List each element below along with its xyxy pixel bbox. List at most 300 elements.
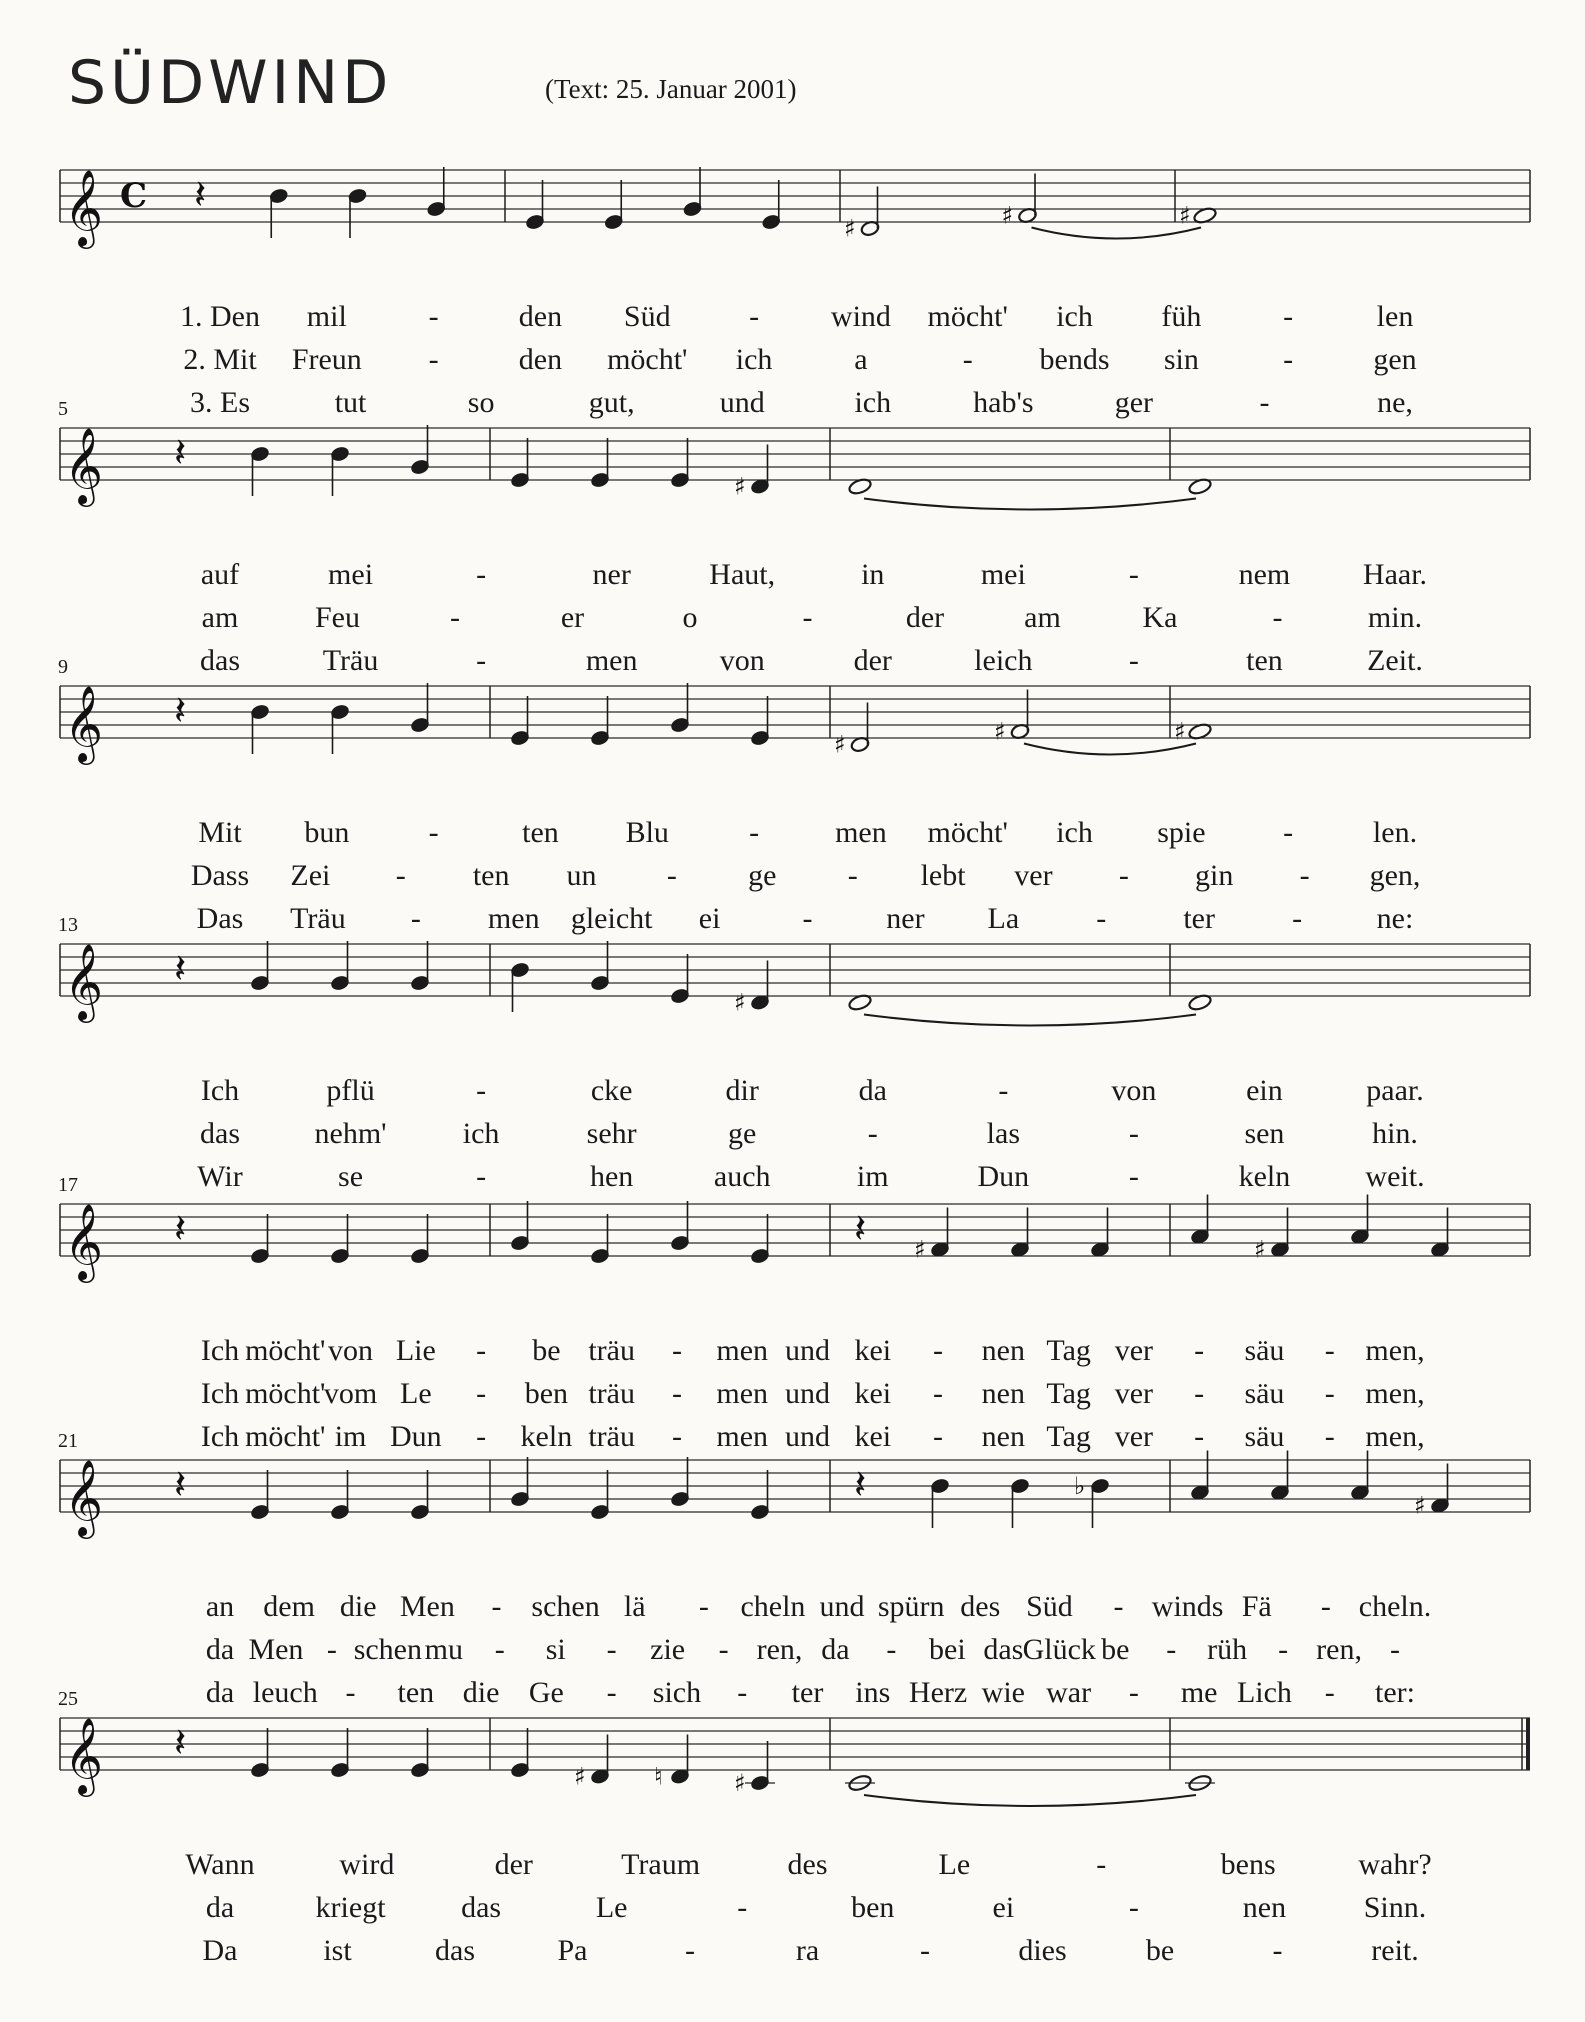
accidental: ♯ — [734, 472, 746, 501]
lyric-syllable: kriegt — [315, 1891, 386, 1924]
lyric-syllable: tut — [334, 386, 367, 419]
lyric-syllable: Wir — [197, 1160, 243, 1193]
lyric-hyphen: - — [395, 859, 406, 892]
lyric-hyphen: - — [450, 601, 460, 634]
quarter-rest-icon: 𝄽 — [174, 688, 187, 734]
lyric-hyphen: - — [326, 1633, 337, 1666]
lyric-syllable: auf — [200, 558, 240, 591]
lyric-hyphen: - — [737, 1676, 748, 1709]
lyric-hyphen: - — [1259, 386, 1270, 419]
lyric-hyphen: - — [698, 1590, 709, 1623]
lyric-syllable: men — [716, 1334, 769, 1367]
lyric-syllable: keln — [1238, 1160, 1291, 1193]
lyric-syllable: Das — [196, 902, 244, 935]
treble-clef-icon: 𝄞 — [64, 427, 104, 504]
lyric-syllable: ei — [698, 902, 721, 935]
lyric-syllable: sen — [1244, 1117, 1285, 1150]
lyric-syllable: Zeit. — [1367, 644, 1423, 677]
note — [670, 1201, 690, 1252]
measure-number: 21 — [58, 1430, 78, 1452]
lyric-syllable: säu — [1244, 1420, 1285, 1453]
lyric-syllable: Sinn. — [1363, 1891, 1427, 1924]
note — [1350, 1451, 1370, 1502]
lyric-syllable: Pa — [557, 1934, 588, 1967]
lyric-syllable: reit. — [1371, 1934, 1419, 1967]
lyric-syllable: hab's — [973, 386, 1034, 419]
treble-clef-icon: 𝄞 — [64, 943, 104, 1020]
lyric-hyphen: - — [476, 1334, 487, 1367]
lyric-hyphen: - — [476, 1160, 487, 1193]
lyric-syllable: ten — [397, 1676, 435, 1709]
note — [734, 445, 770, 501]
lyric-hyphen: - — [1324, 1334, 1335, 1367]
note — [510, 961, 530, 1012]
lyric-syllable: men, — [1365, 1420, 1425, 1453]
lyric-syllable: Haar. — [1362, 558, 1428, 591]
lyric-syllable: nen — [981, 1420, 1025, 1453]
accidental: ♯ — [1174, 717, 1186, 746]
tie — [864, 1015, 1196, 1026]
lyric-syllable: mei — [328, 558, 374, 591]
note — [1190, 1195, 1210, 1246]
tie — [1024, 744, 1196, 755]
lyric-syllable: des — [960, 1590, 1001, 1623]
note — [1074, 1472, 1110, 1528]
lyric-hyphen: - — [998, 1074, 1009, 1107]
lyric-syllable: Feu — [315, 601, 360, 634]
lyric-syllable: kei — [854, 1420, 892, 1453]
lyric-hyphen: - — [1320, 1590, 1331, 1623]
note — [250, 1470, 270, 1521]
lyric-syllable: sin — [1163, 343, 1199, 376]
lyric-syllable: be — [532, 1334, 561, 1367]
lyric-syllable: paar. — [1366, 1074, 1424, 1107]
accidental: ♯ — [1001, 201, 1014, 230]
note — [410, 1728, 430, 1779]
note — [734, 961, 770, 1017]
lyric-syllable: da — [205, 1676, 235, 1709]
lyric-syllable: ne, — [1377, 386, 1413, 419]
lyric-syllable: kei — [854, 1377, 892, 1410]
lyric-hyphen: - — [1166, 1633, 1177, 1666]
accidental: ♯ — [1179, 201, 1191, 230]
lyric-syllable: Zei — [290, 859, 331, 892]
lyric-syllable: Wann — [185, 1848, 255, 1881]
lyric-syllable: ben — [851, 1891, 895, 1924]
lyric-syllable: und — [785, 1420, 830, 1453]
lyric-hyphen: - — [1096, 1848, 1107, 1881]
tie — [864, 1795, 1196, 1806]
lyric-hyphen: - — [671, 1420, 682, 1453]
lyric-syllable: ben — [524, 1377, 569, 1410]
lyric-syllable: ten — [1246, 644, 1283, 677]
lyric-syllable: und — [785, 1334, 830, 1367]
note — [426, 167, 446, 218]
lyric-syllable: von — [1111, 1074, 1157, 1107]
lyric-syllable: nen — [1242, 1891, 1287, 1924]
lyric-syllable: möcht' — [927, 300, 1008, 333]
note — [914, 1208, 950, 1264]
lyric-hyphen: - — [606, 1633, 617, 1666]
note — [510, 1457, 530, 1508]
lyric-syllable: men, — [1365, 1334, 1425, 1367]
lyric-syllable: ren, — [1316, 1633, 1362, 1666]
accidental: ♯ — [844, 214, 856, 243]
lyric-syllable: si — [545, 1633, 566, 1666]
note — [510, 1728, 530, 1779]
lyric-syllable: len. — [1372, 816, 1418, 849]
accidental: ♯ — [1414, 1491, 1426, 1520]
lyric-syllable: möcht' — [245, 1377, 326, 1410]
lyric-syllable: er — [560, 601, 585, 634]
lyric-syllable: das — [200, 1117, 240, 1150]
lyric-syllable: Dass — [190, 859, 250, 892]
lyric-syllable: Men — [248, 1633, 304, 1666]
lyric-syllable: cke — [590, 1074, 633, 1107]
music-system — [60, 170, 1530, 420]
lyric-hyphen: - — [1128, 644, 1139, 677]
lyric-syllable: Glück — [1022, 1633, 1096, 1666]
lyric-syllable: wie — [981, 1676, 1025, 1709]
lyric-hyphen: - — [1324, 1377, 1335, 1410]
lyric-syllable: von — [719, 644, 765, 677]
lyric-hyphen: - — [1194, 1334, 1205, 1367]
accidental: ♯ — [914, 1235, 926, 1264]
lyric-hyphen: - — [345, 1676, 356, 1709]
note — [834, 703, 870, 759]
note — [670, 438, 690, 489]
note — [750, 1214, 770, 1265]
lyric-hyphen: - — [1128, 1676, 1139, 1709]
lyric-syllable: da — [205, 1891, 235, 1924]
note — [250, 1728, 270, 1779]
lyric-syllable: möcht' — [245, 1334, 326, 1367]
lyric-syllable: säu — [1244, 1334, 1285, 1367]
lyric-hyphen: - — [1283, 343, 1294, 376]
note — [269, 187, 289, 238]
lyric-syllable: lebt — [920, 859, 966, 892]
lyric-syllable: ver — [1114, 1377, 1154, 1410]
lyric-syllable: men — [835, 816, 887, 849]
lyric-syllable: träu — [588, 1334, 635, 1367]
tie — [1032, 228, 1202, 239]
lyric-syllable: Haut, — [709, 558, 776, 591]
lyric-syllable: den — [518, 343, 563, 376]
note — [330, 1214, 350, 1265]
lyric-syllable: lä — [623, 1590, 646, 1623]
lyric-syllable: füh — [1161, 300, 1202, 333]
lyric-hyphen: - — [476, 1420, 487, 1453]
lyric-hyphen: - — [749, 300, 760, 333]
lyric-hyphen: - — [802, 601, 813, 634]
lyric-syllable: und — [719, 386, 765, 419]
lyric-syllable: Mit — [198, 816, 242, 849]
note — [1185, 1774, 1215, 1793]
lyric-syllable: auch — [713, 1160, 771, 1193]
lyric-hyphen: - — [476, 644, 487, 677]
lyric-syllable: Blu — [625, 816, 669, 849]
note — [510, 1201, 530, 1252]
lyric-syllable: Herz — [908, 1676, 968, 1709]
lyric-hyphen: - — [1283, 816, 1294, 849]
note — [574, 1735, 610, 1791]
lyric-syllable: a — [854, 343, 868, 376]
lyric-syllable: am — [1024, 601, 1061, 634]
quarter-rest-icon: 𝄽 — [854, 1206, 867, 1252]
lyric-syllable: spürn — [877, 1590, 945, 1623]
note — [654, 1735, 690, 1791]
measure-number: 9 — [58, 656, 68, 678]
lyric-syllable: ein — [1246, 1074, 1283, 1107]
lyric-syllable: ger — [1114, 386, 1154, 419]
lyric-hyphen: - — [1390, 1633, 1400, 1666]
lyric-syllable: möcht' — [927, 816, 1008, 849]
lyric-syllable: leich — [974, 644, 1033, 677]
lyric-hyphen: - — [933, 1420, 944, 1453]
lyric-syllable: dir — [725, 1074, 759, 1107]
note — [844, 187, 880, 243]
note — [1010, 1477, 1030, 1528]
lyric-syllable: ins — [855, 1676, 891, 1709]
lyric-syllable: den — [518, 300, 563, 333]
note — [590, 1470, 610, 1521]
lyric-syllable: hen — [589, 1160, 634, 1193]
lyric-hyphen: - — [1194, 1377, 1205, 1410]
measure-number: 5 — [58, 398, 68, 420]
lyric-hyphen: - — [410, 902, 421, 935]
note — [848, 477, 1196, 509]
treble-clef-icon: 𝄞 — [64, 1459, 104, 1536]
lyric-syllable: ei — [992, 1891, 1015, 1924]
lyric-syllable: Dun — [977, 1160, 1030, 1193]
lyric-syllable: am — [201, 601, 239, 634]
lyric-syllable: 1. Den — [180, 300, 260, 333]
lyric-syllable: ge — [748, 859, 777, 892]
lyric-syllable: men, — [1365, 1377, 1425, 1410]
treble-clef-icon: 𝄞 — [64, 685, 104, 762]
treble-clef-icon: 𝄞 — [64, 169, 104, 246]
lyric-syllable: gen, — [1369, 859, 1421, 892]
note — [930, 1477, 950, 1528]
lyric-hyphen: - — [1283, 300, 1294, 333]
lyric-hyphen: - — [491, 1590, 502, 1623]
staff — [60, 130, 1530, 250]
lyric-syllable: Fä — [1241, 1590, 1272, 1623]
lyric-syllable: min. — [1367, 601, 1423, 634]
note — [347, 187, 367, 238]
lyric-hyphen: - — [737, 1891, 748, 1924]
note — [1254, 1208, 1290, 1264]
lyric-syllable: winds — [1151, 1590, 1224, 1623]
lyric-syllable: möcht' — [607, 343, 688, 376]
lyric-syllable: da — [821, 1633, 850, 1666]
lyric-syllable: ter: — [1375, 1676, 1415, 1709]
lyric-syllable: wird — [339, 1848, 395, 1881]
quarter-rest-icon: 𝄽 — [194, 172, 207, 218]
accidental: ♯ — [994, 717, 1006, 746]
lyric-syllable: in — [861, 558, 885, 591]
lyric-syllable: ich — [1056, 300, 1093, 333]
lyric-syllable: Tag — [1046, 1334, 1091, 1367]
lyric-syllable: so — [467, 386, 495, 419]
lyric-hyphen: - — [1272, 601, 1283, 634]
lyric-syllable: 3. Es — [190, 386, 250, 419]
lyric-syllable: ich — [735, 343, 773, 376]
lyric-syllable: und — [785, 1377, 830, 1410]
lyric-syllable: Süd — [1026, 1590, 1073, 1623]
accidental: ♮ — [654, 1762, 663, 1791]
lyric-hyphen: - — [867, 1117, 878, 1150]
accidental: ♯ — [734, 988, 746, 1017]
lyric-syllable: die — [339, 1590, 377, 1623]
quarter-rest-icon: 𝄽 — [854, 1462, 867, 1508]
lyric-syllable: Le — [400, 1377, 432, 1410]
lyric-syllable: kei — [854, 1334, 892, 1367]
lyric-syllable: und — [819, 1590, 865, 1623]
lyric-syllable: len — [1376, 300, 1414, 333]
note — [410, 425, 430, 476]
note — [525, 180, 545, 231]
lyric-hyphen: - — [718, 1633, 729, 1666]
measure-number: 25 — [58, 1688, 78, 1710]
note — [510, 696, 530, 747]
lyric-syllable: sehr — [586, 1117, 637, 1150]
measure-number: 13 — [58, 914, 78, 936]
accidental: ♭ — [1074, 1472, 1086, 1500]
lyric-syllable: bends — [1039, 343, 1110, 376]
time-signature: C — [120, 176, 148, 216]
note — [510, 438, 530, 489]
lyric-syllable: träu — [588, 1420, 635, 1453]
lyric-syllable: ter — [791, 1676, 824, 1709]
lyric-syllable: ich — [1056, 816, 1093, 849]
lyric-syllable: ner — [886, 902, 925, 935]
staff — [60, 1678, 1530, 1798]
note — [590, 696, 610, 747]
note — [1430, 1208, 1450, 1259]
lyric-hyphen: - — [671, 1334, 682, 1367]
lyric-hyphen: - — [1299, 859, 1310, 892]
lyric-hyphen: - — [671, 1377, 682, 1410]
lyric-syllable: der — [853, 644, 892, 677]
lyric-syllable: Da — [202, 1934, 238, 1967]
treble-clef-icon: 𝄞 — [64, 1717, 104, 1794]
lyric-syllable: ner — [592, 558, 631, 591]
lyric-hyphen: - — [1128, 1891, 1139, 1924]
note — [250, 703, 270, 754]
lyric-hyphen: - — [1118, 859, 1129, 892]
lyric-hyphen: - — [1324, 1676, 1335, 1709]
lyric-syllable: mil — [306, 300, 347, 333]
lyric-hyphen: - — [962, 343, 973, 376]
lyric-syllable: dies — [1018, 1934, 1067, 1967]
lyric-hyphen: - — [428, 343, 439, 376]
lyric-syllable: da — [205, 1633, 235, 1666]
lyric-syllable: ver — [1114, 1420, 1154, 1453]
lyric-syllable: Ich — [200, 1420, 240, 1453]
note — [330, 941, 350, 992]
note — [1174, 718, 1212, 746]
lyric-hyphen: - — [1272, 1934, 1283, 1967]
note — [1010, 1208, 1030, 1259]
page-subtitle: (Text: 25. Januar 2001) — [545, 74, 797, 104]
lyric-syllable: der — [905, 601, 945, 634]
lyric-syllable: cheln — [740, 1590, 806, 1623]
lyric-hyphen: - — [1278, 1633, 1289, 1666]
staff — [60, 646, 1530, 766]
lyric-syllable: leuch — [252, 1676, 318, 1709]
lyric-syllable: mu — [424, 1633, 463, 1666]
treble-clef-icon: 𝄞 — [64, 1203, 104, 1280]
lyric-syllable: nen — [981, 1377, 1025, 1410]
lyric-syllable: das — [461, 1891, 502, 1924]
lyric-syllable: ich — [854, 386, 892, 419]
note — [410, 1470, 430, 1521]
lyric-syllable: bens — [1220, 1848, 1276, 1881]
note — [761, 180, 781, 231]
lyric-syllable: Ge — [528, 1676, 564, 1709]
lyric-syllable: 2. Mit — [183, 343, 257, 376]
lyric-syllable: se — [338, 1160, 364, 1193]
lyric-syllable: das — [983, 1633, 1024, 1666]
lyric-syllable: an — [205, 1590, 235, 1623]
lyric-syllable: ten — [522, 816, 559, 849]
lyric-syllable: bei — [929, 1633, 966, 1666]
note — [734, 1741, 775, 1797]
note — [590, 941, 610, 992]
note — [670, 1457, 690, 1508]
lyric-syllable: Ich — [200, 1074, 240, 1107]
lyric-syllable: me — [1180, 1676, 1218, 1709]
lyric-syllable: ter — [1183, 902, 1215, 935]
lyric-hyphen: - — [802, 902, 813, 935]
staff — [60, 1420, 1530, 1540]
lyric-hyphen: - — [920, 1934, 930, 1967]
quarter-rest-icon: 𝄽 — [174, 1720, 187, 1766]
lyric-syllable: des — [787, 1848, 828, 1881]
lyric-syllable: ver — [1114, 1334, 1154, 1367]
note — [750, 696, 770, 747]
lyric-syllable: nen — [981, 1334, 1025, 1367]
lyric-syllable: gin — [1195, 859, 1234, 892]
note — [250, 941, 270, 992]
accidental: ♯ — [574, 1762, 586, 1791]
note — [410, 941, 430, 992]
lyric-syllable: Traum — [621, 1848, 701, 1881]
lyric-hyphen: - — [476, 1377, 487, 1410]
lyric-syllable: das — [200, 644, 240, 677]
lyric-syllable: Lie — [395, 1334, 436, 1367]
lyric-syllable: im — [334, 1420, 367, 1453]
lyric-hyphen: - — [1096, 902, 1107, 935]
lyric-syllable: Ka — [1142, 601, 1178, 634]
lyric-syllable: men — [716, 1420, 769, 1453]
note — [590, 1214, 610, 1265]
note — [1414, 1464, 1450, 1520]
lyric-syllable: gen — [1373, 343, 1417, 376]
lyric-syllable: las — [986, 1117, 1020, 1150]
lyric-syllable: Träu — [322, 644, 379, 677]
note — [250, 445, 270, 496]
accidental: ♯ — [834, 730, 846, 759]
note — [604, 180, 624, 231]
lyric-syllable: ver — [1014, 859, 1053, 892]
lyric-syllable: ge — [728, 1117, 757, 1150]
lyric-syllable: schen — [353, 1633, 422, 1666]
lyric-syllable: Dun — [389, 1420, 442, 1453]
lyric-hyphen: - — [494, 1633, 505, 1666]
lyric-syllable: Träu — [290, 902, 346, 935]
